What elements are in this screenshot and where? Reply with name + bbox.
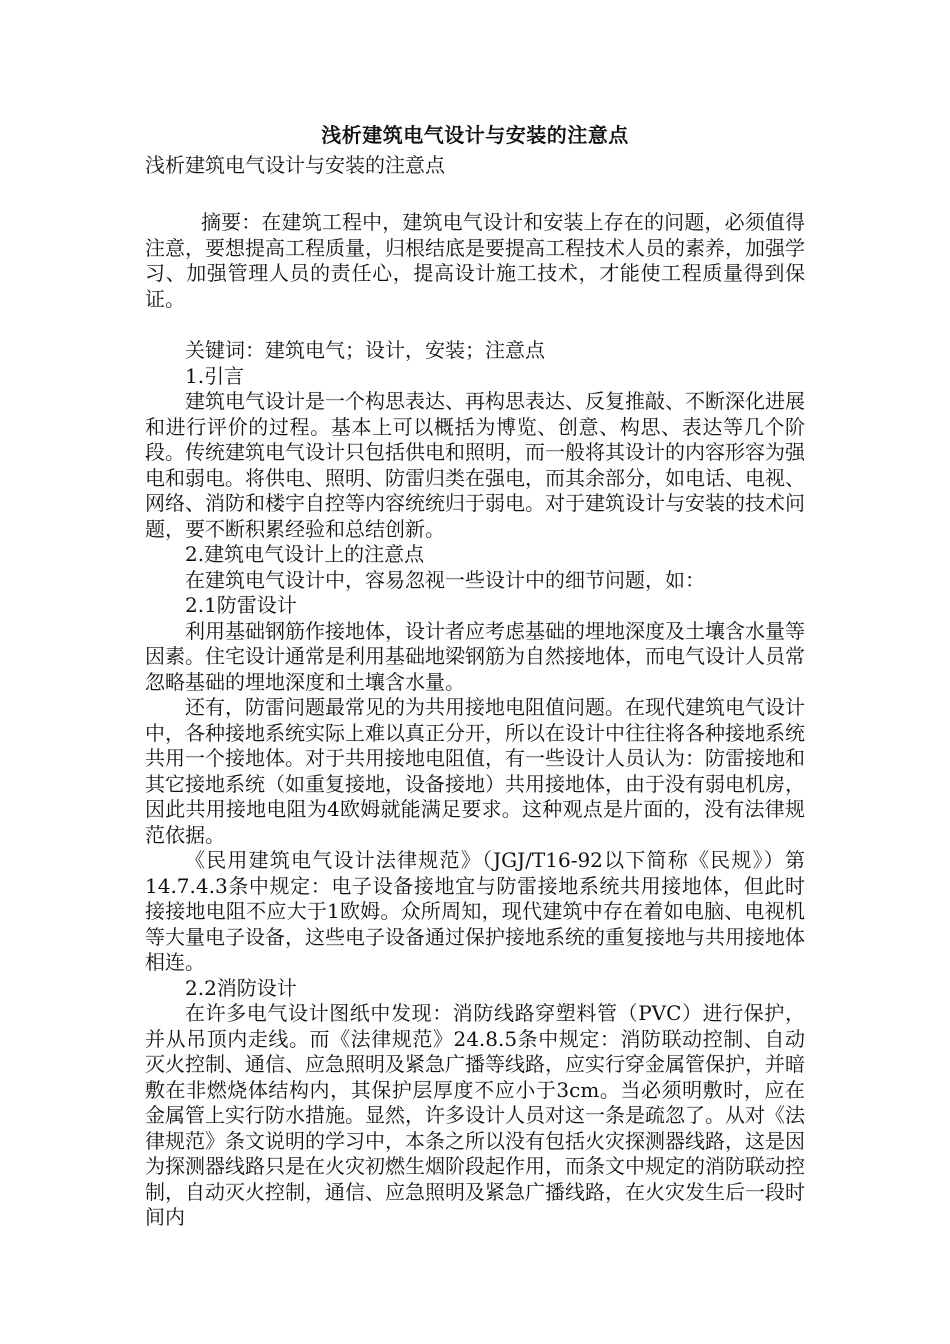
section-2-heading: 2.建筑电气设计上的注意点 xyxy=(185,542,425,566)
abstract-paragraph: 摘要：在建筑工程中，建筑电气设计和安装上存在的问题，必须值得注意，要想提高工程质量，归根结底是要提高工程技术人员的素养，加强学习、加强管理人员的责任心，提高设计施工技术，才能使工程质量得到保证。 xyxy=(145,210,805,311)
document-subtitle: 浅析建筑电气设计与安装的注意点 xyxy=(145,153,445,177)
spacer xyxy=(145,312,805,338)
section-2-2-heading: 2.2消防设计 xyxy=(185,975,297,1000)
section-1-heading: 1.引言 xyxy=(185,363,245,388)
keywords-paragraph: 关键词：建筑电气；设计，安装；注意点 xyxy=(185,338,545,362)
section-2-2-paragraph-1: 在许多电气设计图纸中发现：消防线路穿塑料管（PVC）进行保护，并从吊顶内走线。而《法律规范》24.8.5条中规定：消防联动控制、自动灭火控制、通信、应急照明及紧急广播等线路，应实行穿金属管保护，并暗敷在非燃烧体结构内，其保护层厚度不应小于3cm。当必须明敷时，应在金属管上实行防水措施。显然，许多设计人员对这一条是疏忽了。从对《法律规范》条文说明的学习中，本条之所以没有包括火灾探测器线路，这是因为探测器线路只是在火灾初燃生烟阶段起作用，而条文中规定的消防联动控制，自动灭火控制，通信、应急照明及紧急广播线路，在火灾发生后一段时间内 xyxy=(145,1001,805,1229)
document-page xyxy=(145,120,805,1231)
section-2-1-paragraph-2: 还有，防雷问题最常见的为共用接地电阻值问题。在现代建筑电气设计中，各种接地系统实际上难以真正分开，所以在设计中往往将各种接地系统共用一个接地体。对于共用接地电阻值，有一些设计人员认为：防雷接地和其它接地系统（如重复接地，设备接地）共用接地体，由于没有弱电机房，因此共用接地电阻为4欧姆就能满足要求。这种观点是片面的，没有法律规范依据。 xyxy=(145,695,805,847)
section-2-1-paragraph-3: 《民用建筑电气设计法律规范》（JGJ/T16-92以下简称《民规》）第14.7.4.3条中规定：电子设备接地宜与防雷接地系统共用接地体，但此时接接地电阻不应大于1欧姆。众所周知，现代建筑中存在着如电脑、电视机等大量电子设备，这些电子设备通过保护接地系统的重复接地与共用接地体相连。 xyxy=(145,848,805,974)
document-title: 浅析建筑电气设计与安装的注意点 xyxy=(321,123,629,147)
section-2-1-heading: 2.1防雷设计 xyxy=(185,593,297,617)
section-2-paragraph: 在建筑电气设计中，容易忽视一些设计中的细节问题，如： xyxy=(185,567,705,592)
section-2-1-paragraph-1: 利用基础钢筋作接地体，设计者应考虑基础的埋地深度及土壤含水量等因素。住宅设计通常是利用基础地梁钢筋为自然接地体，而电气设计人员常忽略基础的埋地深度和土壤含水量。 xyxy=(145,618,805,694)
section-1-paragraph: 建筑电气设计是一个构思表达、再构思表达、反复推敲、不断深化进展和进行评价的过程。基本上可以概括为博览、创意、构思、表达等几个阶段。传统建筑电气设计只包括供电和照明，而一般将其设计的内容形容为强电和弱电。将供电、照明、防雷归类在强电，而其余部分，如电话、电视、网络、消防和楼宇自控等内容统统归于弱电。对于建筑设计与安装的技术问题，要不断积累经验和总结创新。 xyxy=(145,389,805,541)
